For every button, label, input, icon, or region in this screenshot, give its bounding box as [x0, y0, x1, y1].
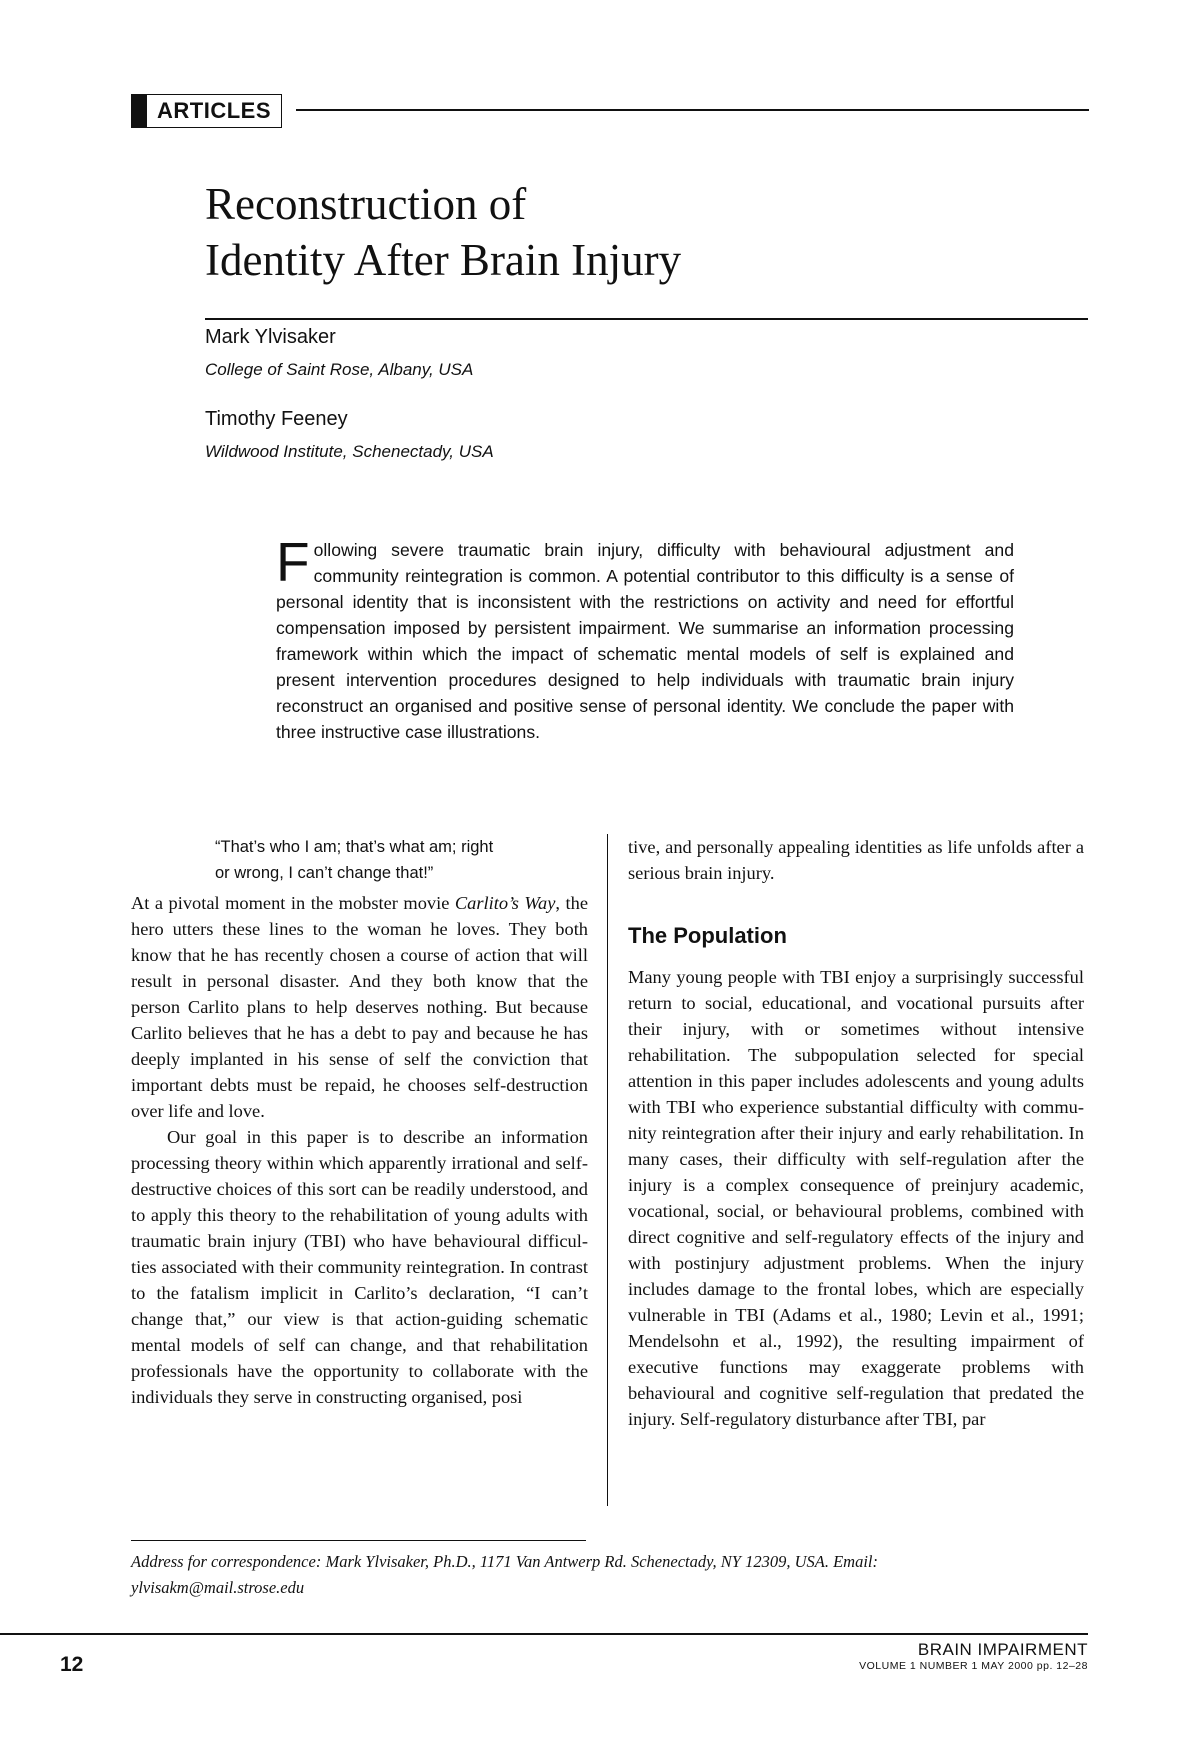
title-line-2: Identity After Brain Injury: [205, 235, 682, 285]
section-rule: [296, 109, 1089, 111]
abstract: [276, 531, 1014, 745]
journal-name: BRAIN IMPAIRMENT: [917, 1640, 1088, 1659]
author-affiliation-1: College of Saint Rose, Albany, USA: [205, 360, 474, 379]
body-paragraph-2: Our goal in this paper is to describe an information processing theory within which apparently irrational and self-destructive choices of this sort can be readily understood, and to apply this theory to the rehabilitation of young adults with traumatic brain injury (TBI) who have behavioural difficulties associated with their community reintegration. In contrast to the fatalism implicit in Carlito’s declaration, “I can’t change that,” our view is that action-guiding schematic mental models of self can change, and that rehabilitation professionals have the opportunity to collaborate with the individuals they serve in constructing organised, posi: [131, 1127, 588, 1407]
title-line-1: Reconstruction of: [205, 179, 527, 229]
journal-volume: VOLUME 1 NUMBER 1 MAY 2000 pp. 12–28: [859, 1660, 1088, 1672]
title-rule: [205, 318, 1088, 320]
journal-info: [859, 1640, 1088, 1672]
footnote-rule: [131, 1540, 586, 1541]
body-column-left: [131, 890, 588, 1410]
section-tag: ARTICLES: [147, 94, 282, 128]
body-paragraph-3: Many young people with TBI enjoy a surprisingly successful return to social, educational, and vocational pursuits after their injury, with or sometimes without intensive rehabilitation. The subpopulation selected for special attention in this paper includes adolescents and young adults with TBI who experience substantial difficulty with community reintegration after their injury and early rehabilitation. In many cases, their difficulty with self-regulation after the injury is a complex consequence of preinjury academic, vocational, social, or behavioural problems, combined with direct cognitive and self-regulatory effects of the injury and with postinjury adjustment problems. When the injury includes damage to the frontal lobes, which are especially vulnerable in TBI (Adams et al., 1980; Levin et al., 1991; Mendelsohn et al., 1992), the resulting impairment of executive functions may exaggerate problems with behavioural and cognitive self-regulation that predated the injury. Self-regulatory disturbance after TBI, par: [628, 967, 1084, 1429]
body-paragraph-1: [131, 890, 588, 1124]
epigraph-line-1: “That’s who I am; that’s what am; right: [215, 838, 494, 856]
paragraph-1-end: , the hero utters these lines to the woman he loves. They both know that he has recently chosen a course of action that will result in personal disaster. And they both know that the person Carlito plans to help deserves nothing. But because Carlito believes that he has a debt to pay and because he has deeply implanted in his sense of self the conviction that important debts must be repaid, he chooses self-destruction over life and love.: [131, 893, 588, 1121]
footnote-line-1: Address for correspondence: Mark Ylvisaker, Ph.D., 1171 Van Antwerp Rd. Schenectady, NY 12309, USA. Email:: [131, 1552, 878, 1571]
body-column-right: [628, 834, 1084, 1432]
movie-title: Carlito’s Way: [454, 893, 556, 913]
paragraph-1-start: At a pivotal moment in the mobster movie: [131, 893, 455, 913]
author-affiliation-2: Wildwood Institute, Schenectady, USA: [205, 442, 494, 461]
author-name-1: Mark Ylvisaker: [205, 326, 336, 348]
correspondence-footnote: [131, 1549, 1081, 1601]
abstract-text: ollowing severe traumatic brain injury, difficulty with behavioural adjustment and community reintegration is common. A potential contributor to this difficulty is a sense of personal identity that is inconsistent with the restrictions on activity and need for effortful compensation imposed by persistent impairment. We summarise an information processing framework within which the impact of schematic mental models of self is explained and present intervention procedures designed to help individuals with traumatic brain injury reconstruct an organised and positive sense of personal identity. We conclude the paper with three instructive case illustrations.: [276, 540, 1014, 742]
abstract-dropcap: F: [276, 531, 310, 593]
section-tag-bar: [131, 94, 147, 128]
section-heading: The Population: [628, 923, 787, 948]
epigraph-line-2: or wrong, I can’t change that!”: [215, 864, 434, 882]
page-number: 12: [60, 1653, 84, 1676]
epigraph: [215, 834, 575, 886]
footer-rule: [0, 1633, 1088, 1635]
article-title: [205, 176, 1005, 288]
column-divider: [607, 834, 608, 1506]
footnote-email: ylvisakm@mail.strose.edu: [131, 1578, 305, 1597]
body-paragraph-2-continued: tive, and personally appealing identities as life unfolds after a serious brain injury.: [628, 837, 1084, 883]
author-name-2: Timothy Feeney: [205, 408, 348, 430]
